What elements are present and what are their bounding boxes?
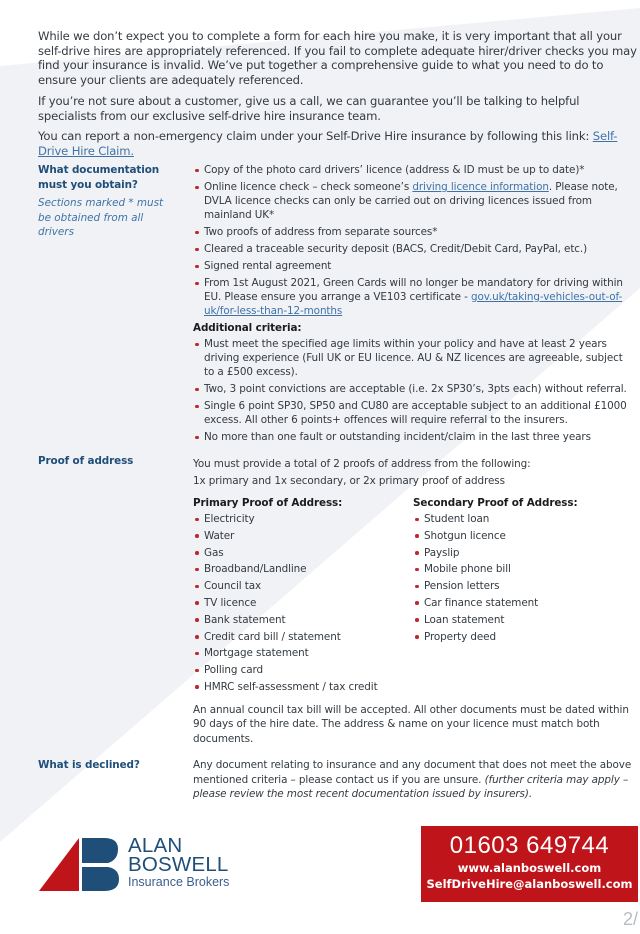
list-item: Bank statement xyxy=(193,613,413,627)
proof-of-address-label xyxy=(38,454,173,469)
declined-text: Any document relating to insurance and any document that does not meet the above mentioned criteria – please contact us if you are unsure. xyxy=(193,759,632,786)
list-item: Council tax xyxy=(193,579,413,593)
list-item: Car finance statement xyxy=(413,596,633,610)
list-item: Two, 3 point convictions are acceptable (i.e. 2x SP30’s, 3pts each) without referral. xyxy=(193,382,633,396)
item-text: From 1st August 2021, Green Cards will no longer be mandatory for driving within EU. Please ensure you arrange a VE103 certificate - xyxy=(204,277,623,303)
list-item: Shotgun licence xyxy=(413,529,633,543)
intro-paragraph-2: If you’re not sure about a customer, give us a call, we can guarantee you’ll be talking to helpful specialists from our exclusive self-drive hire insurance team. xyxy=(38,93,580,123)
declined-body xyxy=(193,758,633,802)
proof-of-address-body xyxy=(193,454,633,746)
item-text: . Please note, DVLA licence checks can only be carried out on driving licences issued from mainland UK* xyxy=(204,181,618,221)
list-item: Broadband/Landline xyxy=(193,562,413,576)
proof-intro-line-2: 1x primary and 1x secondary, or 2x primary proof of address xyxy=(193,475,505,487)
secondary-proof-heading: Secondary Proof of Address: xyxy=(413,497,578,509)
primary-proof-heading: Primary Proof of Address: xyxy=(193,497,343,509)
intro xyxy=(38,29,638,165)
website-link[interactable]: www.alanboswell.com xyxy=(457,861,602,875)
list-item: Student loan xyxy=(413,512,633,526)
documentation-title: What documentation must you obtain? xyxy=(38,164,160,191)
list-item xyxy=(193,276,633,318)
list-item: Water xyxy=(193,529,413,543)
documentation-note: Sections marked * must be obtained from all drivers xyxy=(38,197,164,238)
list-item: TV licence xyxy=(193,596,413,610)
list-item: Signed rental agreement xyxy=(193,259,633,273)
proof-columns xyxy=(193,495,633,697)
contact-box xyxy=(421,826,638,902)
documentation-list xyxy=(193,163,633,318)
declined-title: What is declined? xyxy=(38,759,140,771)
list-item: Two proofs of address from separate sources* xyxy=(193,225,633,239)
primary-column xyxy=(193,495,413,697)
list-item: Mobile phone bill xyxy=(413,562,633,576)
proof-intro-line-1: You must provide a total of 2 proofs of address from the following: xyxy=(193,458,531,470)
list-item xyxy=(193,180,633,222)
list-item: Copy of the photo card drivers’ licence (address & ID must be up to date)* xyxy=(193,163,633,177)
logo-red-triangle xyxy=(39,838,79,891)
claim-text: You can report a non-emergency claim under your Self-Drive Hire insurance by following this link: xyxy=(38,129,593,144)
proof-footnote: An annual council tax bill will be accepted. All other documents must be dated within 90 days of the hire date. The address & name on your licence must match both documents. xyxy=(193,703,629,745)
list-item: Single 6 point SP30, SP50 and CU80 are acceptable subject to an additional £1000 excess. All other 6 points+ offences will require referral to the insurers. xyxy=(193,399,633,427)
additional-criteria-heading: Additional criteria: xyxy=(193,322,302,334)
logo-subtitle: Insurance Brokers xyxy=(128,875,230,889)
page-number: 2/ xyxy=(622,909,638,929)
additional-criteria-list xyxy=(193,337,633,444)
proof-of-address-title: Proof of address xyxy=(38,455,134,467)
list-item: Cleared a traceable security deposit (BACS, Credit/Debit Card, PayPal, etc.) xyxy=(193,242,633,256)
list-item: No more than one fault or outstanding incident/claim in the last three years xyxy=(193,430,633,444)
logo-text xyxy=(128,836,229,890)
primary-proof-list xyxy=(193,512,413,694)
driving-licence-information-link[interactable]: driving licence information xyxy=(412,181,549,193)
logo-b-bottom xyxy=(82,867,119,891)
list-item: Pension letters xyxy=(413,579,633,593)
list-item: Property deed xyxy=(413,630,633,644)
list-item: Payslip xyxy=(413,546,633,560)
gov-uk-vehicles-link[interactable]: gov.uk/taking-vehicles-out-of-uk/for-less-than-12-months xyxy=(204,291,623,317)
secondary-proof-list xyxy=(413,512,633,644)
intro-paragraph-1: While we don’t expect you to complete a form for each hire you make, it is very important that all your self-drive hires are appropriately referenced. If you fail to complete adequate hirer/driver checks you may find your insurance is invalid. We’ve put together a comprehensive guide to what you need to do to ensure your clients are adequately referenced. xyxy=(38,29,637,88)
secondary-column xyxy=(413,495,633,697)
documentation-body xyxy=(193,163,633,447)
list-item: Loan statement xyxy=(413,613,633,627)
list-item: Mortgage statement xyxy=(193,646,413,660)
logo-b-top xyxy=(82,838,118,863)
declined-italic-note: (further criteria may apply – please review the most recent documentation issued by insurers). xyxy=(193,773,629,800)
logo-name-line-2: BOSWELL xyxy=(128,853,229,876)
list-item: Credit card bill / statement xyxy=(193,630,413,644)
declined-label xyxy=(38,758,173,773)
documentation-label xyxy=(38,163,173,240)
logo-name-line-1: ALAN xyxy=(128,834,183,857)
list-item: Polling card xyxy=(193,663,413,677)
phone-number[interactable]: 01603 649744 xyxy=(449,832,610,859)
list-item: Must meet the specified age limits within your policy and have at least 2 years driving experience (Full UK or EU licence. AU & NZ licences are agreeable, subject to a £500 excess). xyxy=(193,337,633,379)
intro-paragraph-3 xyxy=(38,129,638,158)
list-item: Gas xyxy=(193,546,413,560)
list-item: Electricity xyxy=(193,512,413,526)
email-link[interactable]: SelfDriveHire@alanboswell.com xyxy=(426,877,633,891)
list-item: HMRC self-assessment / tax credit xyxy=(193,680,413,694)
item-text: Online licence check – check someone’s xyxy=(204,181,413,193)
self-drive-hire-claim-link[interactable]: Self-Drive Hire Claim. xyxy=(38,129,618,158)
